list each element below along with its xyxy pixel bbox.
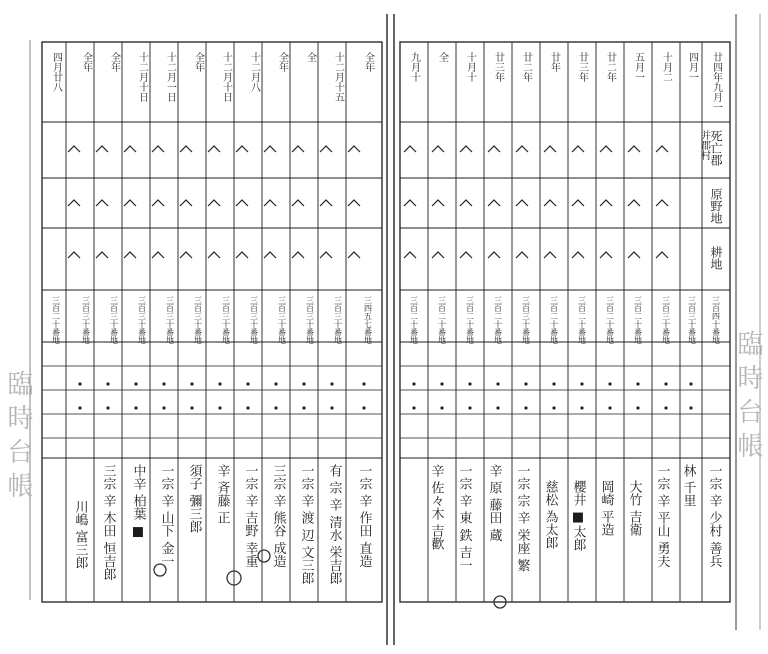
left-date-9: 全年 [108, 52, 120, 72]
left-owner-3: 三宗 辛 熊谷 成造 [270, 464, 286, 568]
right-owner-8: 辛 原 藤田 蔵 [486, 464, 502, 542]
left-owner-0: 一宗 辛 作田 直造 [356, 464, 372, 568]
left-owner-6: 須子 彌三郎 [186, 464, 202, 534]
right-date-10: 全 [436, 52, 448, 62]
left-owner-1: 有 宗 辛 清水 栄吉郎 [326, 464, 342, 585]
left-date-4: 十二月八 [248, 52, 260, 92]
right-survey-10: 三百二十番地 [437, 296, 447, 344]
right-owner-10: 辛 佐々木 吉歡 [428, 464, 444, 551]
right-survey-7: 三百三十番地 [521, 296, 531, 344]
left-owner-9: 三宗 辛 木田 恒吉郎 [100, 464, 116, 581]
left-date-1: 十二月十五 [332, 52, 344, 102]
left-survey-9: 三百三十番地 [109, 296, 119, 344]
right-owner-4: 岡崎 平造 [598, 480, 614, 537]
left-owner-4: 一宗 辛 吉野 幸重 [242, 464, 258, 568]
left-date-2: 全 [304, 52, 316, 62]
left-survey-2: 三百三十番地 [305, 296, 315, 344]
right-date-4: 廿二年 [604, 52, 616, 82]
left-date-0: 全年 [362, 52, 374, 72]
right-survey-9: 三百二十番地 [465, 296, 475, 344]
right-date-6: 廿年 [548, 52, 560, 72]
right-owner-2: 一宗 辛 平山 勇夫 [654, 464, 670, 568]
row-label-1: 并郡村 [698, 130, 710, 160]
right-date-9: 十月十 [464, 52, 476, 82]
left-survey-5: 三百三十番地 [221, 296, 231, 344]
left-date-6: 全年 [192, 52, 204, 72]
right-owner-7: 一宗 宗 辛 栄座 繁 [514, 464, 530, 572]
right-owner-9: 一宗 辛 東 鉄 吉一 [456, 464, 472, 572]
right-survey-5: 三百二十番地 [577, 296, 587, 344]
left-owner-5: 辛 斉藤 正 [214, 464, 230, 525]
right-date-2: 十月二 [660, 52, 672, 82]
left-date-11: 四月廿八 [50, 52, 62, 92]
right-owner-1: 林 千里 [680, 464, 696, 508]
left-survey-10: 三百三十番地 [81, 296, 91, 344]
right-survey-11: 三百二十番地 [409, 296, 419, 344]
right-date-11: 九月十 [408, 52, 420, 82]
left-survey-3: 三百三十番地 [277, 296, 287, 344]
left-date-3: 全年 [276, 52, 288, 72]
watermark-right: 臨時台帳 [733, 330, 763, 466]
left-owner-2: 一宗 辛 渡 辺 文三郎 [298, 464, 314, 585]
right-date-7: 廿二年 [520, 52, 532, 82]
right-survey-1: 三百三十番地 [687, 296, 697, 344]
right-survey-8: 三百二十番地 [493, 296, 503, 344]
left-survey-11: 三百二十番地 [51, 296, 61, 344]
row-label-2: 原野地 [709, 188, 723, 224]
left-date-8: 十二月十日 [136, 52, 148, 102]
left-date-10: 全年 [80, 52, 92, 72]
left-owner-8: 中辛 柏葉 ■ [130, 464, 146, 540]
left-survey-1: 三百三十番地 [333, 296, 343, 344]
right-date-0: 廿四年九月一 [710, 52, 722, 112]
right-survey-0: 三百四十番地 [711, 296, 721, 344]
right-survey-6: 三百二十番地 [549, 296, 559, 344]
right-survey-4: 三百二十番地 [605, 296, 615, 344]
left-date-7: 十二月一日 [164, 52, 176, 102]
right-survey-3: 三百二十番地 [633, 296, 643, 344]
right-date-1: 四月一 [686, 52, 698, 82]
row-label-0: 死亡郡 [709, 130, 723, 166]
left-survey-4: 三百三十番地 [249, 296, 259, 344]
left-owner-7: 一宗 辛 山下 金一 [158, 464, 174, 568]
right-owner-3: 大竹 吉衛 [626, 480, 642, 537]
left-owner-10: 川嶋 富三郎 [72, 500, 88, 570]
watermark-left: 臨時台帳 [3, 370, 33, 506]
left-survey-7: 三百三十番地 [165, 296, 175, 344]
right-owner-6: 慈松 為太郎 [542, 480, 558, 550]
right-date-8: 廿三年 [492, 52, 504, 82]
right-survey-2: 三百三十番地 [661, 296, 671, 344]
right-owner-0: 一宗 辛 少村 善兵 [706, 464, 722, 568]
right-owner-5: 櫻井 ■太郎 [570, 480, 586, 552]
right-date-3: 五月一 [632, 52, 644, 82]
left-date-5: 十二月十日 [220, 52, 232, 102]
left-survey-0: 三四五七番地 [363, 296, 373, 344]
row-label-3: 耕地 [709, 246, 723, 270]
left-survey-8: 三百三十番地 [137, 296, 147, 344]
right-date-5: 廿三年 [576, 52, 588, 82]
left-survey-6: 三百三十番地 [193, 296, 203, 344]
